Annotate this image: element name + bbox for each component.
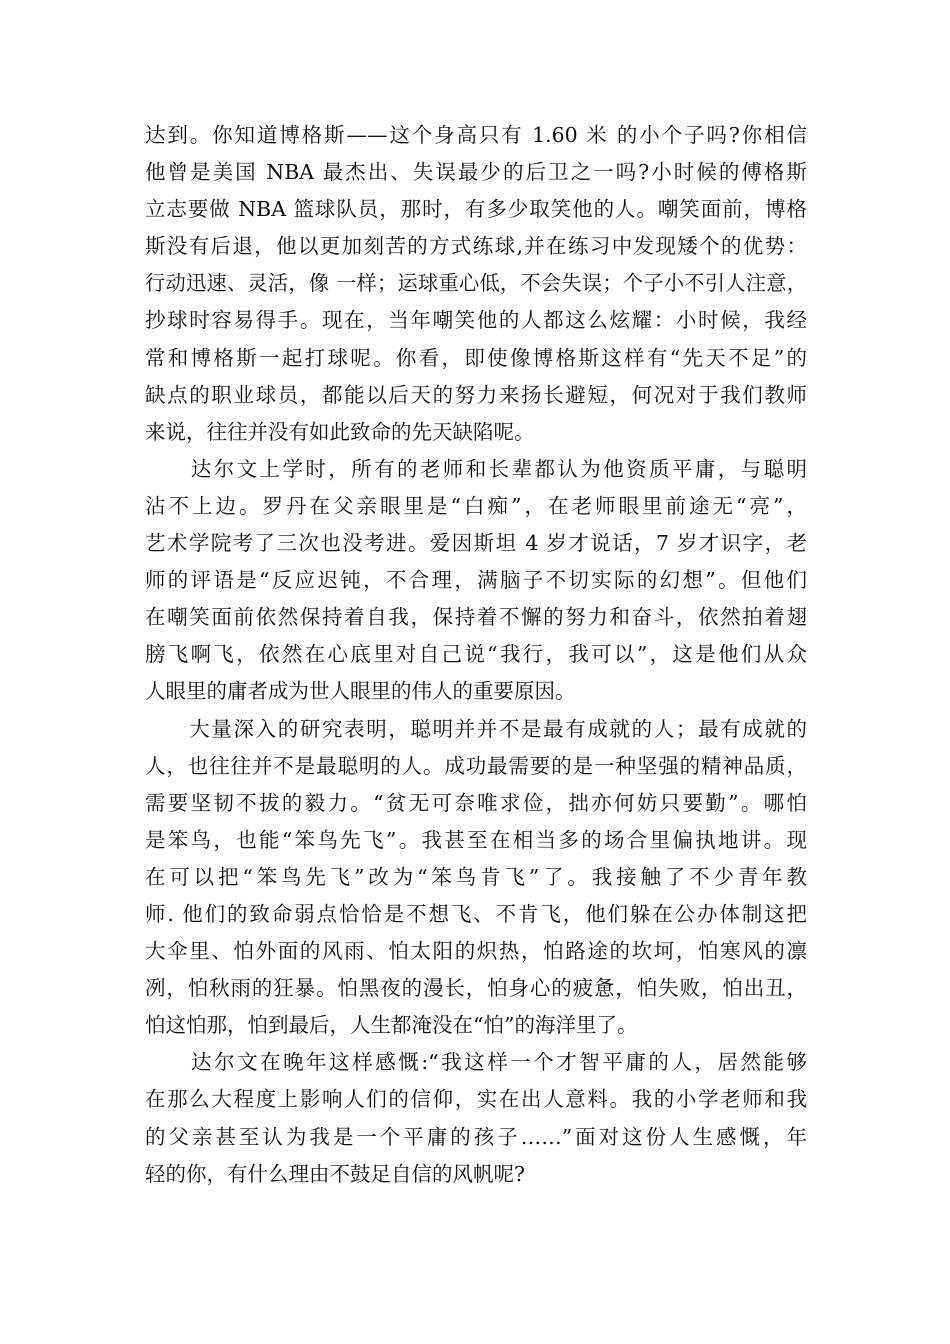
text-line: 在那么大程度上影响人们的信仰，实在出人意料。我的小学老师和我 [145,1087,807,1112]
text-line: 立志要做 NBA 篮球队员，那时，有多少取笑他的人。嘲笑面前，博格 [145,197,807,222]
text-line: 冽，怕秋雨的狂暴。怕黑夜的漫长，怕身心的疲惫，怕失败，怕出丑， [145,976,807,1001]
paragraph [145,1044,807,1192]
text-line: 行动迅速、灵活，像 一样；运球重心低，不会失误；个子小不引人注意， [145,271,807,296]
text-line: 艺术学院考了三次也没考进。爱因斯坦 4 岁才说话，7 岁才识字，老 [145,531,807,556]
document-body [145,117,807,1193]
text-line: 师. 他们的致命弱点恰恰是不想飞、不肯飞，他们躲在公办体制这把 [145,901,807,926]
text-line: 师的评语是“反应迟钝，不合理，满脑子不切实际的幻想”。但他们 [145,568,807,593]
text-line: 大量深入的研究表明，聪明并并不是最有成就的人；最有成就的 [145,716,807,741]
text-line: 怕这怕那，怕到最后，人生都淹没在“怕”的海洋里了。 [145,1013,638,1038]
text-line: 达到。你知道博格斯——这个身高只有 1.60 米 的小个子吗?你相信 [145,123,807,147]
text-line: 抄球时容易得手。现在，当年嘲笑他的人都这么炫耀：小时候，我经 [145,308,807,333]
text-line: 常和博格斯一起打球呢。你看，即使像博格斯这样有“先天不足”的 [145,345,807,370]
text-line: 他曾是美国 NBA 最杰出、失误最少的后卫之一吗?小时候的傅格斯 [145,160,807,185]
text-line: 来说，往往并没有如此致命的先天缺陷呢。 [145,419,535,444]
text-line: 轻的你，有什么理由不鼓足自信的风帆呢? [145,1161,525,1186]
text-line: 在可以把“笨鸟先飞”改为“笨鸟肯飞”了。我接触了不少青年教 [145,864,807,889]
text-line: 斯没有后退，他以更加刻苦的方式练球,并在练习中发现矮个的优势： [145,234,807,259]
text-line: 在嘲笑面前依然保持着自我，保持着不懈的努力和奋斗，依然拍着翅 [145,605,807,630]
text-line: 缺点的职业球员，都能以后天的努力来扬长避短，何况对于我们教师 [145,382,807,407]
text-line: 人眼里的庸者成为世人眼里的伟人的重要原因。 [145,679,576,704]
text-line: 需要坚韧不拔的毅力。“贫无可奈唯求俭，拙亦何妨只要勤”。哪怕 [145,790,807,815]
text-line: 膀飞啊飞，依然在心底里对自己说“我行，我可以”，这是他们从众 [145,642,807,667]
text-line: 是笨鸟，也能“笨鸟先飞”。我甚至在相当多的场合里偏执地讲。现 [145,827,807,852]
text-line: 沾不上边。罗丹在父亲眼里是“白痴”，在老师眼里前途无“亮”， [145,493,807,518]
paragraph [145,711,807,1045]
text-line: 人，也往往并不是最聪明的人。成功最需要的是一种坚强的精神品质， [145,753,807,778]
text-line: 达尔文在晚年这样感慨:“我这样一个才智平庸的人，居然能够 [145,1050,807,1075]
text-line: 的父亲甚至认为我是一个平庸的孩子……”面对这份人生感慨，年 [145,1124,807,1149]
text-line: 大伞里、怕外面的风雨、怕太阳的炽热，怕路途的坎坷，怕寒风的凛 [145,939,807,964]
paragraph [145,117,807,451]
text-line: 达尔文上学时，所有的老师和长辈都认为他资质平庸，与聪明 [145,456,807,481]
paragraph [145,451,807,711]
